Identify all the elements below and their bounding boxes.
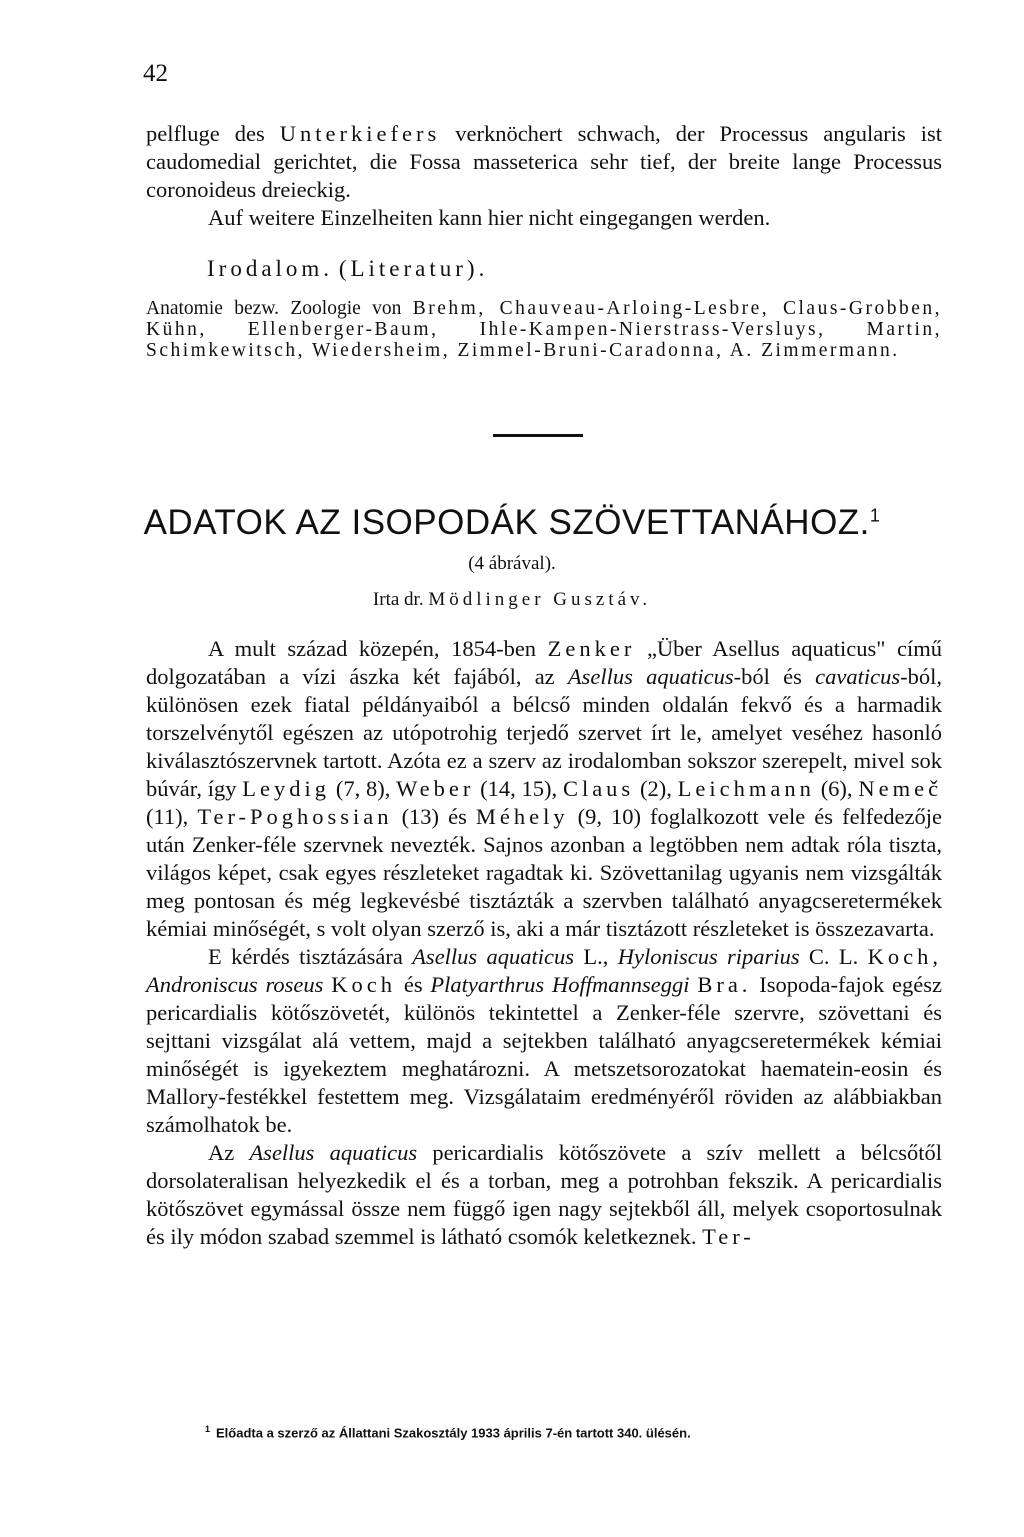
article-subtitle: (4 ábrával).	[468, 553, 556, 574]
intro-section	[146, 120, 942, 232]
body-paragraph-2: E kérdés tisztázására Asellus aquaticus L., Hyloniscus riparius C. L. Koch, Androniscus roseus Koch és Platyarthrus Hoffmannseggi Bra. Isopoda-fajok egész pericardialis kötőszövetét, különös tekintettel a Zenker-féle szervre, szövettani és sejttani vizsgálat alá vettem, majd a sejtekben található anyagcseretermékek kémiai minőségét is igyekeztem meghatározni. A metszetsorozatokat haematein-eosin és Mallory-festékkel festettem meg. Vizsgálataim eredményéről röviden az alábbiakban számolhatok be.	[146, 944, 943, 1137]
footnote	[205, 1424, 691, 1440]
footnote-text: Előadta a szerző az Állattani Szakosztály 1933 április 7-én tartott 340. ülésén.	[216, 1425, 691, 1441]
body-paragraph-3: Az Asellus aquaticus pericardialis kötőszövete a szív mellett a bélcsőtől dorsolateralisan helyezkedik el és a torban, meg a potrohban fekszik. A pericardialis kötőszövet egymással össze nem függő igen nagy sejtekből áll, melyek csoportosulnak és ily módon szabad szemmel is látható csomók keletkeznek. Ter-	[146, 1140, 943, 1249]
literature-list: Anatomie bezw. Zoologie von Brehm, Chauveau-Arloing-Lesbre, Claus-Grobben, Kühn, Ellenberger-Baum, Ihle-Kampen-Nierstrass-Versluys, Martin, Schimkewitsch, Wiedersheim, Zimmel-Bruni-Caradonna, A. Zimmermann.	[146, 298, 943, 361]
literature-authors: Brehm, Chauveau-Arloing-Lesbre, Claus-Grobben, Kühn, Ellenberger-Baum, Ihle-Kampen-Nierstrass-Versluys, Martin, Schimkewitsch, Wiedersheim, Zimmel-Bruni-Caradonna, A. Zimmermann.	[146, 298, 943, 361]
footnote-marker: 1	[869, 505, 881, 526]
section-divider	[493, 434, 583, 437]
intro-paragraph-1: pelfluge des Unterkiefers verknöchert schwach, der Processus angularis ist caudomedial gerichtet, die Fossa masseterica sehr tief, der breite lange Processus coronoideus dreieckig.	[146, 121, 943, 202]
spaced-term: Unterkiefers	[279, 121, 441, 146]
article-author: Irta dr. Mödlinger Gusztáv.	[372, 589, 652, 610]
author-name: Mödlinger Gusztáv.	[428, 589, 652, 610]
body-paragraph-1: A mult század közepén, 1854-ben Zenker „Über Asellus aquaticus" című dolgozatában a vízi ászka két fajából, az Asellus aquaticus-ból és cavaticus-ból, különösen ezek fiatal példányaiból a bélcső minden oldalán fekvő és a harmadik torszelvénytől egészen az utópotrohig terjedő szervet írt le, amelyet veséhez hasonló kiválasztószervnek tartott. Azóta ez a szerv az irodalomban sokszor szerepelt, mivel sok búvár, így Leydig (7, 8), Weber (14, 15), Claus (2), Leichmann (6), Nemeč (11), Ter-Poghossian (13) és Méhely (9, 10) foglalkozott vele és felfedezője után Zenker-féle szervnek nevezték. Sajnos azonban a legtöbben nem adtak róla tiszta, világos képet, csak egyes részleteket ragadtak ki. Szövettanilag ugyanis nem vizsgálták meg pontosan és még legkevésbé tisztázták a szervben található anyagcseretermékek kémiai minőségét, s volt olyan szerző is, aki a már tisztázott részleteket is összezavarta.	[146, 636, 943, 941]
literature-heading: Irodalom. (Literatur).	[207, 256, 489, 281]
article-title: ADATOK AZ ISOPODÁK SZÖVETTANÁHOZ.$^1$	[143, 503, 881, 542]
intro-paragraph-2: Auf weitere Einzelheiten kann hier nicht eingegangen werden.	[208, 205, 771, 230]
article-body	[146, 635, 942, 1251]
footnote-mark: 1	[205, 1424, 211, 1434]
page-number: 42	[143, 60, 168, 87]
